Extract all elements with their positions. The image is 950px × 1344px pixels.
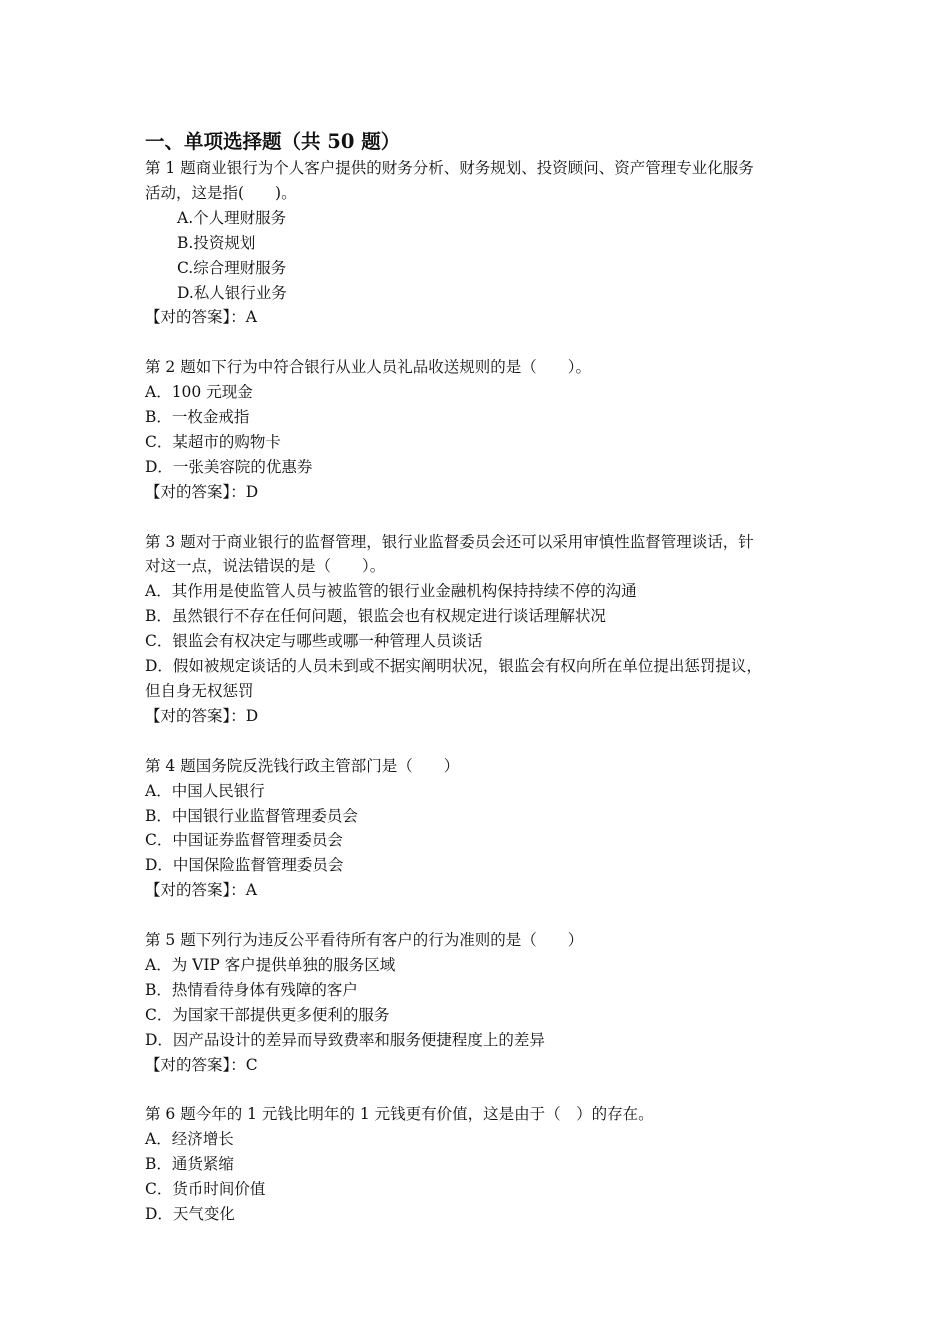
option-d: D．因产品设计的差异而导致费率和服务便捷程度上的差异: [145, 1030, 545, 1049]
option-b: B．一枚金戒指: [145, 408, 250, 427]
question-stem-line: 对这一点，说法错误的是（ ）。: [145, 557, 386, 576]
answer-value: A: [245, 881, 257, 900]
answer-prefix: 【对的答案】：: [145, 881, 246, 900]
question-5: [145, 928, 825, 1077]
option-d: D．天气变化: [145, 1204, 235, 1223]
question-stem-line: 第 6 题今年的 1 元钱比明年的 1 元钱更有价值，这是由于（ ）的存在。: [145, 1105, 654, 1124]
question-stem-line: 第 4 题国务院反洗钱行政主管部门是（ ）: [145, 756, 460, 775]
question-6: [145, 1102, 825, 1227]
answer-line: [145, 878, 825, 903]
question-2: [145, 355, 825, 504]
answer-line: [145, 305, 825, 330]
option-a: A．经济增长: [145, 1130, 234, 1149]
answer-prefix: 【对的答案】：: [145, 308, 246, 327]
option-b: B．中国银行业监督管理委员会: [145, 806, 358, 825]
option-a: A．为 VIP 客户提供单独的服务区域: [145, 955, 396, 974]
answer-value: D: [245, 706, 259, 725]
option-c: C．中国证券监督管理委员会: [145, 831, 343, 850]
option-c: C．某超市的购物卡: [145, 432, 281, 451]
answer-prefix: 【对的答案】：: [145, 706, 246, 725]
question-4: [145, 754, 825, 903]
option-b: B．热情看待身体有残障的客户: [145, 980, 358, 999]
question-3: [145, 530, 825, 729]
question-stem-line: 第 2 题如下行为中符合银行从业人员礼品收送规则的是（ ）。: [145, 358, 591, 377]
option-c: C.综合理财服务: [177, 258, 287, 277]
question-stem-line: 活动，这是指( )。: [145, 183, 297, 202]
option-c: C．为国家干部提供更多便利的服务: [145, 1005, 390, 1024]
option-b: B．通货紧缩: [145, 1155, 234, 1174]
document-page: [145, 128, 825, 1227]
option-a: A．中国人民银行: [145, 781, 265, 800]
answer-value: A: [245, 308, 257, 327]
answer-value: D: [245, 482, 259, 501]
option-a: A．其作用是使监管人员与被监管的银行业金融机构保持持续不停的沟通: [145, 582, 637, 601]
question-1: [145, 156, 825, 330]
option-d: D．假如被规定谈话的人员未到或不据实阐明状况，银监会有权向所在单位提出惩罚提议，: [145, 657, 762, 676]
answer-prefix: 【对的答案】：: [145, 1055, 246, 1074]
question-stem-line: 第 5 题下列行为违反公平看待所有客户的行为准则的是（ ）: [145, 931, 584, 950]
answer-line: [145, 1053, 825, 1078]
option-d-continued: 但自身无权惩罚: [145, 682, 254, 700]
option-b: B．虽然银行不存在任何问题，银监会也有权规定进行谈话理解状况: [145, 607, 606, 626]
question-stem-line: 第 1 题商业银行为个人客户提供的财务分析、财务规划、投资顾问、资产管理专业化服务: [145, 159, 754, 177]
answer-line: [145, 480, 825, 505]
answer-prefix: 【对的答案】：: [145, 482, 246, 501]
option-c: C．货币时间价值: [145, 1180, 266, 1199]
option-a: A．100 元现金: [145, 383, 253, 402]
option-a: A.个人理财服务: [177, 208, 287, 227]
option-b: B.投资规划: [177, 233, 256, 252]
answer-value: C: [245, 1055, 258, 1074]
option-d: D．一张美容院的优惠券: [145, 457, 313, 476]
option-c: C．银监会有权决定与哪些或哪一种管理人员谈话: [145, 632, 483, 651]
section-title: 一、单项选择题（共 50 题）: [145, 130, 401, 153]
question-stem-line: 第 3 题对于商业银行的监督管理，银行业监督委员会还可以采用审慎性监督管理谈话，针: [145, 532, 754, 551]
option-d: D.私人银行业务: [177, 283, 287, 302]
answer-line: [145, 704, 825, 729]
option-d: D．中国保险监督管理委员会: [145, 856, 344, 875]
